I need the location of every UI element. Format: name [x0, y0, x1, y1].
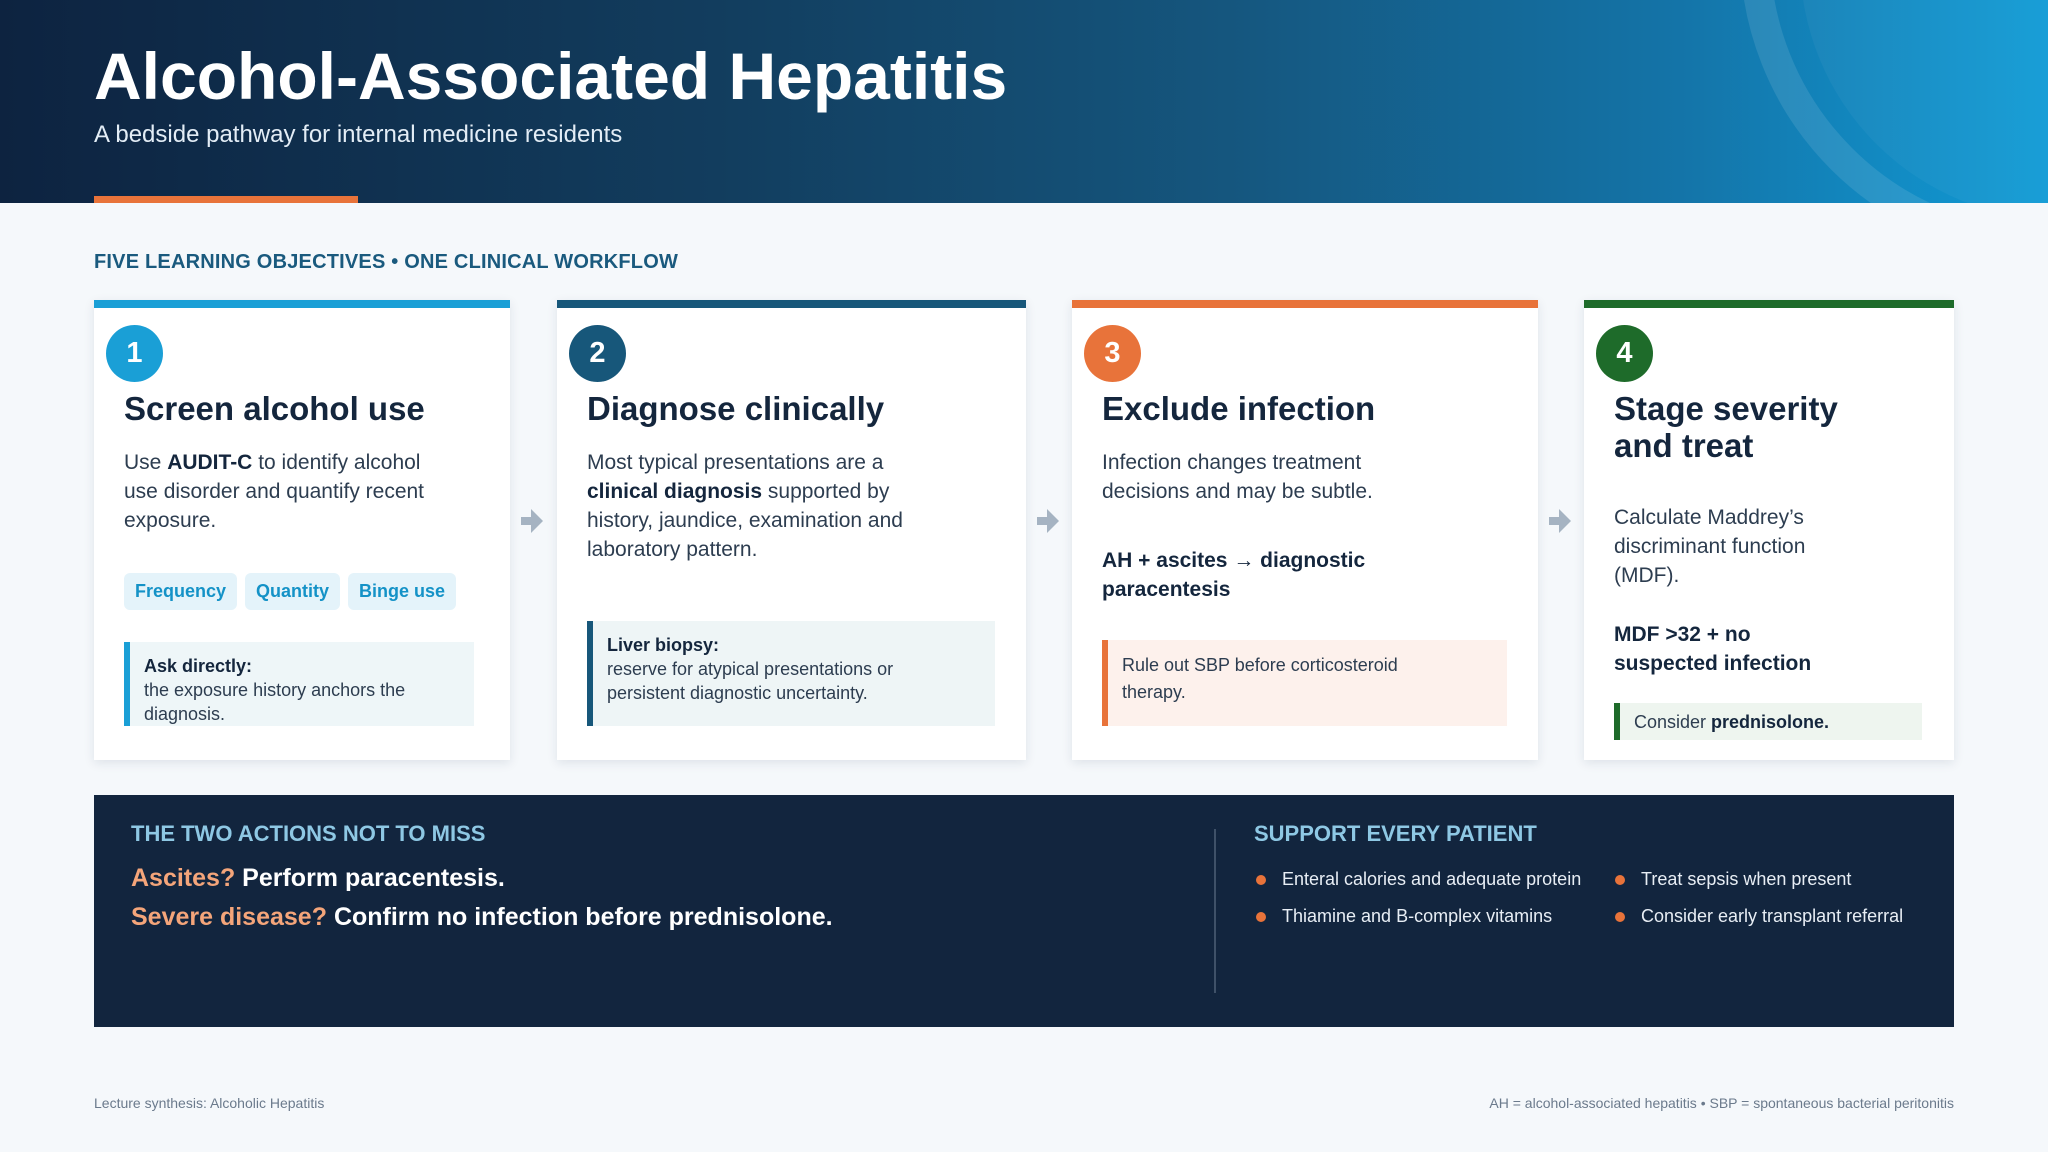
chip-binge-use: Binge use	[348, 573, 456, 610]
page-subtitle: A bedside pathway for internal medicine residents	[94, 121, 623, 148]
actions-heading: THE TWO ACTIONS NOT TO MISS	[131, 821, 486, 846]
chip-group	[124, 573, 456, 610]
card-title: Screen alcohol use	[124, 390, 425, 427]
card-title: Diagnose clinically	[587, 390, 885, 427]
step-number-badge: 4	[1596, 325, 1653, 382]
step-number-badge: 1	[106, 325, 163, 382]
card-title: Exclude infection	[1102, 390, 1376, 427]
step-number-badge: 3	[1084, 325, 1141, 382]
card-title: Stage severity and treat	[1614, 390, 1838, 464]
support-item: Consider early transplant referral	[1615, 906, 1903, 927]
step-card-4	[1584, 300, 1954, 760]
action-line-severe-disease: Severe disease? Confirm no infection before prednisolone.	[131, 903, 833, 931]
step-card-3	[1072, 300, 1538, 760]
card-top-bar	[1072, 300, 1538, 308]
support-item: Treat sepsis when present	[1615, 869, 1851, 890]
callout-box: Consider prednisolone.	[1614, 703, 1922, 740]
callout-text: Rule out SBP before corticosteroid therapy.	[1122, 655, 1398, 702]
key-action-text: AH + ascites → diagnostic paracentesis	[1102, 549, 1366, 601]
page-title: Alcohol-Associated Hepatitis	[94, 39, 1008, 113]
support-heading: SUPPORT EVERY PATIENT	[1254, 821, 1537, 846]
callout-box	[124, 642, 474, 726]
card-top-bar	[1584, 300, 1954, 308]
section-label: FIVE LEARNING OBJECTIVES • ONE CLINICAL WORKFLOW	[94, 251, 679, 273]
footer-source: Lecture synthesis: Alcoholic Hepatitis	[94, 1095, 325, 1111]
support-item: Thiamine and B-complex vitamins	[1256, 906, 1552, 927]
callout-text: the exposure history anchors the diagnosis.	[144, 680, 406, 724]
card-top-bar	[94, 300, 510, 308]
callout-title: Ask directly:	[144, 656, 253, 676]
callout-text: reserve for atypical presentations or persistent diagnostic uncertainty.	[607, 659, 894, 703]
arrow-right-icon	[1547, 505, 1573, 537]
panel-divider	[1214, 829, 1216, 993]
card-body: Calculate Maddrey’s discriminant function (MDF).	[1614, 506, 1806, 587]
step-card-1	[94, 300, 510, 760]
footer-abbreviations: AH = alcohol-associated hepatitis • SBP = spontaneous bacterial peritonitis	[1489, 1095, 1954, 1111]
callout-title: Liver biopsy:	[607, 635, 720, 655]
arrow-right-icon	[1035, 505, 1061, 537]
action-line-ascites: Ascites? Perform paracentesis.	[131, 864, 505, 892]
card-top-bar	[557, 300, 1026, 308]
header-banner	[0, 0, 2048, 203]
step-card-2	[557, 300, 1026, 760]
card-body: Infection changes treatment decisions and may be subtle.	[1102, 451, 1373, 503]
card-body: Use AUDIT-C to identify alcohol use disorder and quantify recent exposure.	[124, 451, 425, 532]
step-number-badge: 2	[569, 325, 626, 382]
callout-box	[587, 621, 995, 726]
callout-box	[1102, 640, 1507, 726]
summary-panel	[94, 795, 1954, 1027]
chip-quantity: Quantity	[245, 573, 340, 610]
support-item: Enteral calories and adequate protein	[1256, 869, 1581, 890]
arrow-right-icon	[519, 505, 545, 537]
key-action-text: MDF >32 + no suspected infection	[1614, 623, 1812, 675]
decorative-arc	[1740, 0, 2048, 203]
card-body: Most typical presentations are a clinical diagnosis supported by history, jaundice, examination and laboratory pattern.	[587, 451, 903, 561]
chip-frequency: Frequency	[124, 573, 237, 610]
title-accent-bar	[94, 196, 358, 203]
